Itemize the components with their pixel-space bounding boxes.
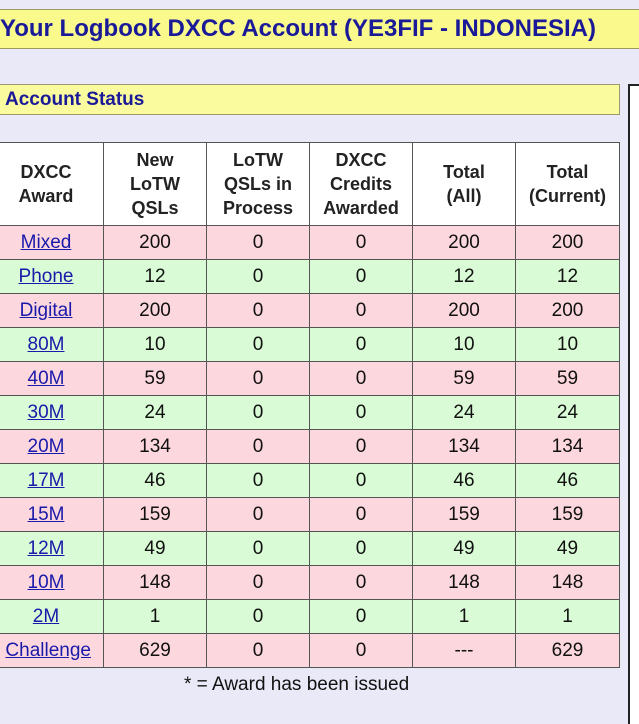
cell-new-lotw-qsls: 148 bbox=[104, 566, 207, 600]
cell-credits-awarded: 0 bbox=[310, 328, 413, 362]
cell-lotw-in-process: 0 bbox=[207, 260, 310, 294]
table-header-row bbox=[0, 143, 620, 226]
table-row bbox=[0, 634, 620, 668]
table-row bbox=[0, 430, 620, 464]
column-header-credits-awarded bbox=[310, 143, 413, 226]
table-row bbox=[0, 362, 620, 396]
cell-total-all: 10 bbox=[413, 328, 516, 362]
column-header-line: QSLs in bbox=[223, 174, 292, 194]
table-row bbox=[0, 532, 620, 566]
cell-new-lotw-qsls: 200 bbox=[104, 226, 207, 260]
cell-award bbox=[0, 328, 104, 362]
cell-award bbox=[0, 566, 104, 600]
cell-new-lotw-qsls: 46 bbox=[104, 464, 207, 498]
cell-total-all: 200 bbox=[413, 294, 516, 328]
cell-lotw-in-process: 0 bbox=[207, 498, 310, 532]
cell-total-current: 1 bbox=[516, 600, 620, 634]
cell-total-current: 12 bbox=[516, 260, 620, 294]
cell-total-all: 159 bbox=[413, 498, 516, 532]
column-header-line: New bbox=[136, 150, 174, 170]
cell-total-all: 12 bbox=[413, 260, 516, 294]
cell-award bbox=[0, 226, 104, 260]
award-link[interactable]: Digital bbox=[19, 299, 73, 321]
cell-total-current: 200 bbox=[516, 294, 620, 328]
cell-total-current: 49 bbox=[516, 532, 620, 566]
cell-credits-awarded: 0 bbox=[310, 226, 413, 260]
cell-lotw-in-process: 0 bbox=[207, 532, 310, 566]
table-row bbox=[0, 600, 620, 634]
footnote: * = Award has been issued bbox=[184, 674, 410, 695]
column-header-line: Process bbox=[222, 198, 294, 218]
cell-new-lotw-qsls: 1 bbox=[104, 600, 207, 634]
cell-award bbox=[0, 294, 104, 328]
dxcc-award-table bbox=[0, 142, 620, 668]
cell-credits-awarded: 0 bbox=[310, 430, 413, 464]
cell-new-lotw-qsls: 10 bbox=[104, 328, 207, 362]
table-row bbox=[0, 566, 620, 600]
award-link[interactable]: 2M bbox=[32, 605, 60, 627]
cell-credits-awarded: 0 bbox=[310, 498, 413, 532]
cell-credits-awarded: 0 bbox=[310, 294, 413, 328]
column-header-total-all bbox=[413, 143, 516, 226]
cell-total-all: 49 bbox=[413, 532, 516, 566]
cell-award bbox=[0, 600, 104, 634]
cell-award bbox=[0, 498, 104, 532]
table-row bbox=[0, 498, 620, 532]
column-header-new-lotw-qsls bbox=[104, 143, 207, 226]
page-header bbox=[0, 9, 639, 49]
table-row bbox=[0, 226, 620, 260]
cell-total-current: 159 bbox=[516, 498, 620, 532]
cell-total-current: 134 bbox=[516, 430, 620, 464]
cell-total-all: 59 bbox=[413, 362, 516, 396]
column-header-line: (Current) bbox=[529, 186, 606, 206]
award-link[interactable]: Mixed bbox=[20, 231, 72, 253]
account-status-title: Account Status bbox=[5, 89, 145, 110]
table-row bbox=[0, 328, 620, 362]
cell-lotw-in-process: 0 bbox=[207, 464, 310, 498]
cell-award bbox=[0, 464, 104, 498]
award-link[interactable]: Phone bbox=[18, 265, 74, 287]
cell-total-current: 46 bbox=[516, 464, 620, 498]
cell-lotw-in-process: 0 bbox=[207, 430, 310, 464]
cell-total-all: 24 bbox=[413, 396, 516, 430]
cell-new-lotw-qsls: 200 bbox=[104, 294, 207, 328]
cell-award bbox=[0, 396, 104, 430]
cell-credits-awarded: 0 bbox=[310, 532, 413, 566]
cell-total-current: 24 bbox=[516, 396, 620, 430]
award-link[interactable]: 20M bbox=[27, 435, 65, 457]
account-status-header bbox=[0, 84, 620, 115]
cell-award bbox=[0, 260, 104, 294]
column-header-line: Awarded bbox=[323, 198, 399, 218]
cell-total-all: 46 bbox=[413, 464, 516, 498]
cell-lotw-in-process: 0 bbox=[207, 634, 310, 668]
cell-new-lotw-qsls: 629 bbox=[104, 634, 207, 668]
cell-new-lotw-qsls: 59 bbox=[104, 362, 207, 396]
cell-new-lotw-qsls: 12 bbox=[104, 260, 207, 294]
cell-credits-awarded: 0 bbox=[310, 396, 413, 430]
cell-lotw-in-process: 0 bbox=[207, 294, 310, 328]
cell-credits-awarded: 0 bbox=[310, 600, 413, 634]
cell-lotw-in-process: 0 bbox=[207, 226, 310, 260]
cell-lotw-in-process: 0 bbox=[207, 600, 310, 634]
cell-credits-awarded: 0 bbox=[310, 566, 413, 600]
column-header-line: DXCC bbox=[335, 150, 387, 170]
award-link[interactable]: 10M bbox=[27, 571, 65, 593]
award-link[interactable]: 12M bbox=[27, 537, 65, 559]
cell-total-current: 10 bbox=[516, 328, 620, 362]
column-header-line: QSLs bbox=[131, 198, 179, 218]
column-header-line: LoTW bbox=[130, 174, 180, 194]
cell-award bbox=[0, 532, 104, 566]
page-title: Your Logbook DXCC Account (YE3FIF - INDONESIA) bbox=[0, 15, 596, 42]
column-header-line: LoTW bbox=[233, 150, 283, 170]
cell-total-current: 200 bbox=[516, 226, 620, 260]
award-link[interactable]: 17M bbox=[27, 469, 65, 491]
cell-total-all: --- bbox=[413, 634, 516, 668]
cell-new-lotw-qsls: 24 bbox=[104, 396, 207, 430]
cell-award bbox=[0, 634, 104, 668]
cell-total-all: 200 bbox=[413, 226, 516, 260]
table-row bbox=[0, 464, 620, 498]
column-header-award bbox=[0, 143, 104, 226]
column-header-line: DXCC bbox=[20, 162, 72, 182]
column-header-total-current bbox=[516, 143, 620, 226]
column-header-lotw-in-process bbox=[207, 143, 310, 226]
award-link[interactable]: 80M bbox=[27, 333, 65, 355]
column-header-line: Total bbox=[443, 162, 485, 182]
cell-new-lotw-qsls: 49 bbox=[104, 532, 207, 566]
side-panel-frame bbox=[628, 84, 639, 724]
cell-credits-awarded: 0 bbox=[310, 464, 413, 498]
cell-lotw-in-process: 0 bbox=[207, 396, 310, 430]
award-link[interactable]: Challenge bbox=[5, 639, 91, 661]
cell-award bbox=[0, 430, 104, 464]
award-link[interactable]: 15M bbox=[27, 503, 65, 525]
cell-new-lotw-qsls: 159 bbox=[104, 498, 207, 532]
cell-award bbox=[0, 362, 104, 396]
column-header-line: Total bbox=[546, 162, 589, 182]
cell-lotw-in-process: 0 bbox=[207, 566, 310, 600]
cell-new-lotw-qsls: 134 bbox=[104, 430, 207, 464]
cell-lotw-in-process: 0 bbox=[207, 362, 310, 396]
table-row bbox=[0, 396, 620, 430]
cell-lotw-in-process: 0 bbox=[207, 328, 310, 362]
cell-total-all: 134 bbox=[413, 430, 516, 464]
cell-total-all: 1 bbox=[413, 600, 516, 634]
column-header-line: Credits bbox=[329, 174, 392, 194]
table-row bbox=[0, 260, 620, 294]
column-header-line: Award bbox=[18, 186, 74, 206]
award-link[interactable]: 30M bbox=[27, 401, 65, 423]
cell-total-current: 629 bbox=[516, 634, 620, 668]
cell-credits-awarded: 0 bbox=[310, 260, 413, 294]
cell-total-current: 59 bbox=[516, 362, 620, 396]
table-row bbox=[0, 294, 620, 328]
cell-total-all: 148 bbox=[413, 566, 516, 600]
award-link[interactable]: 40M bbox=[27, 367, 65, 389]
column-header-line: (All) bbox=[446, 186, 482, 206]
cell-credits-awarded: 0 bbox=[310, 634, 413, 668]
table-body bbox=[0, 226, 620, 668]
cell-credits-awarded: 0 bbox=[310, 362, 413, 396]
cell-total-current: 148 bbox=[516, 566, 620, 600]
